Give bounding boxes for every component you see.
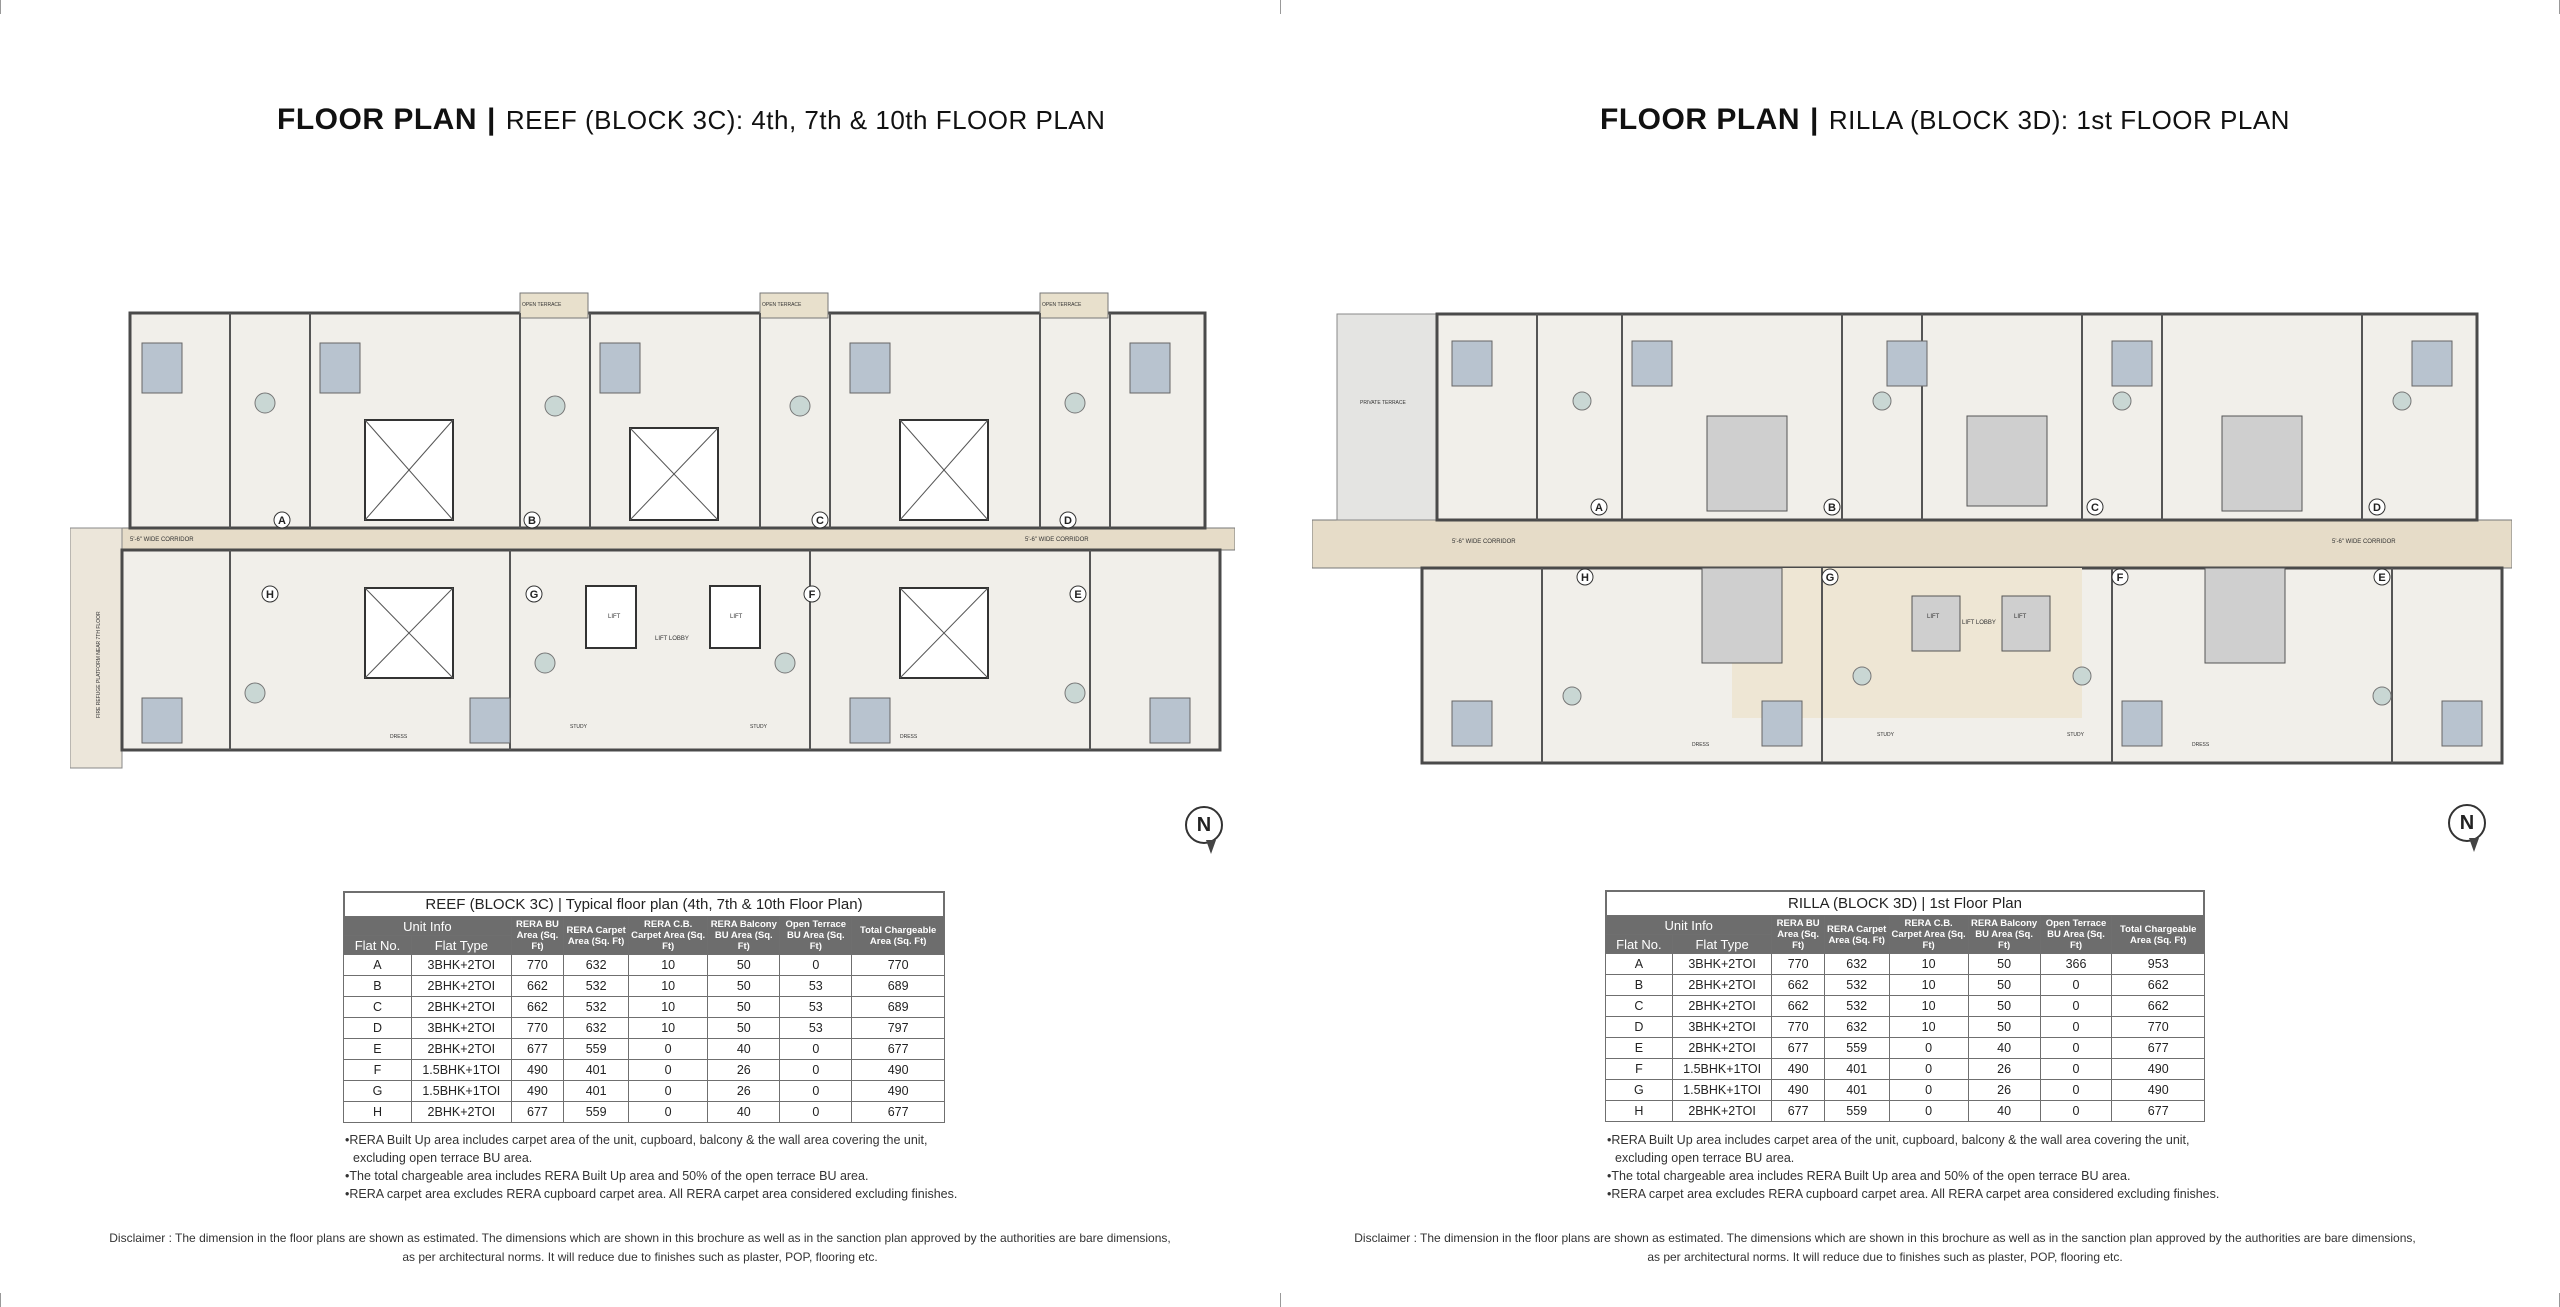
table-cell: 632 (1824, 954, 1889, 975)
unit-marker-e: E (2378, 572, 2386, 584)
study-label: STUDY (2067, 732, 2084, 738)
table-row (344, 997, 945, 1018)
table-cell: 0 (2040, 996, 2112, 1017)
unit-marker-f: F (808, 589, 816, 601)
table-cell: 26 (1968, 1080, 2040, 1101)
unit-info-header: Unit Info (344, 917, 512, 936)
column-header: Flat No. (1606, 935, 1673, 954)
table-cell: 50 (1968, 954, 2040, 975)
open-terrace-label: OPEN TERRACE (762, 302, 802, 308)
table-cell: F (1606, 1059, 1673, 1080)
dress-label: DRESS (900, 734, 918, 740)
unit-marker-e: E (1074, 589, 1082, 601)
table-row (1606, 1059, 2205, 1080)
table-cell: 53 (780, 1018, 852, 1039)
table-cell: C (1606, 996, 1673, 1017)
table-cell: 662 (511, 997, 563, 1018)
table-cell: 50 (1968, 1017, 2040, 1038)
table-cell: 401 (1824, 1059, 1889, 1080)
note-line: excluding open terrace BU area. (353, 1151, 533, 1165)
table-cell: A (1606, 954, 1673, 975)
table-row (1606, 1017, 2205, 1038)
study-label: STUDY (750, 724, 767, 730)
table-row (1606, 1038, 2205, 1059)
corridor-label: 5'-6" WIDE CORRIDOR (1025, 537, 1089, 543)
floor-plan-rilla (1312, 306, 2512, 766)
right-page (1280, 0, 2560, 1307)
unit-marker-h: H (1581, 572, 1589, 584)
unit-marker-g: G (1825, 572, 1835, 584)
table-row (1606, 1101, 2205, 1122)
table-cell: 689 (852, 997, 945, 1018)
lift-label: LIFT (608, 614, 621, 620)
table-cell: 50 (708, 976, 780, 997)
lift-lobby-label: LIFT LOBBY (1962, 620, 1996, 626)
page-title (277, 103, 1105, 137)
corridor-label: 5'-6" WIDE CORRIDOR (1452, 539, 1516, 545)
table-cell: 0 (1889, 1059, 1968, 1080)
table-cell: 662 (2112, 996, 2205, 1017)
table-cell: 3BHK+2TOI (411, 955, 511, 976)
disclaimer-line: Disclaimer : The dimension in the floor plans are shown as estimated. The dimensions which are shown in this brochure as well as in the sanction plan approved by the authorities are bare dimensions, (1354, 1231, 2416, 1245)
table-row (1606, 996, 2205, 1017)
table-cell: 677 (852, 1039, 945, 1060)
table-row (1606, 1080, 2205, 1101)
note-line: •The total chargeable area includes RERA Built Up area and 50% of the open terrace BU area. (345, 1169, 869, 1183)
table-cell: 532 (564, 997, 629, 1018)
note-line: excluding open terrace BU area. (1615, 1151, 1795, 1165)
note-line: •RERA Built Up area includes carpet area of the unit, cupboard, balcony & the wall area covering the unit, (345, 1133, 928, 1147)
table-cell: 50 (708, 955, 780, 976)
table-cell: 559 (564, 1039, 629, 1060)
table-cell: 770 (1772, 1017, 1824, 1038)
unit-marker-d: D (1064, 515, 1072, 527)
table-cell: 490 (511, 1060, 563, 1081)
study-label: STUDY (1877, 732, 1894, 738)
table-cell: 632 (564, 955, 629, 976)
table-row (344, 1102, 945, 1123)
unit-marker-a: A (278, 515, 286, 527)
table-cell: H (344, 1102, 412, 1123)
unit-marker-d: D (2373, 502, 2381, 514)
table-cell: 53 (780, 976, 852, 997)
lift-label: LIFT (2014, 614, 2027, 620)
table-cell: 797 (852, 1018, 945, 1039)
dress-label: DRESS (2192, 742, 2210, 748)
column-header: Open Terrace BU Area (Sq. Ft) (2040, 916, 2112, 954)
table-cell: 559 (1824, 1038, 1889, 1059)
table-cell: 0 (1889, 1038, 1968, 1059)
table-cell: D (1606, 1017, 1673, 1038)
column-header: RERA Carpet Area (Sq. Ft) (1824, 916, 1889, 954)
table-cell: 770 (1772, 954, 1824, 975)
table-row (1606, 954, 2205, 975)
column-header: Flat Type (411, 936, 511, 955)
table-row (1606, 975, 2205, 996)
table-cell: 401 (564, 1081, 629, 1102)
floor-plan-reef (70, 288, 1235, 796)
unit-info-header: Unit Info (1606, 916, 1772, 935)
column-header: RERA Balcony BU Area (Sq. Ft) (708, 917, 780, 955)
table-cell: B (344, 976, 412, 997)
table-row (344, 1018, 945, 1039)
disclaimer-line: as per architectural norms. It will reduce due to finishes such as plaster, POP, flooring etc. (1647, 1250, 2123, 1264)
page-title (1600, 103, 2290, 137)
title-separator: | (487, 103, 496, 136)
table-cell: 662 (2112, 975, 2205, 996)
table-cell: 10 (629, 997, 708, 1018)
dress-label: DRESS (1692, 742, 1710, 748)
title-separator: | (1810, 103, 1819, 136)
table-cell: 50 (1968, 996, 2040, 1017)
table-cell: 0 (2040, 1017, 2112, 1038)
disclaimer-line: Disclaimer : The dimension in the floor plans are shown as estimated. The dimensions which are shown in this brochure as well as in the sanction plan approved by the authorities are bare dimensions, (109, 1231, 1171, 1245)
open-terrace-label: OPEN TERRACE (1042, 302, 1082, 308)
table-cell: 532 (564, 976, 629, 997)
table-cell: 2BHK+2TOI (411, 976, 511, 997)
table-cell: 26 (1968, 1059, 2040, 1080)
note-line: •RERA Built Up area includes carpet area of the unit, cupboard, balcony & the wall area covering the unit, (1607, 1133, 2190, 1147)
unit-marker-a: A (1595, 502, 1603, 514)
title-bold: FLOOR PLAN (277, 103, 477, 136)
unit-marker-h: H (266, 589, 274, 601)
note-line: •RERA carpet area excludes RERA cupboard carpet area. All RERA carpet area considered excluding finishes. (345, 1187, 958, 1201)
unit-marker-g: G (529, 589, 539, 601)
table-cell: 50 (708, 1018, 780, 1039)
table-cell: 401 (564, 1060, 629, 1081)
table-cell: B (1606, 975, 1673, 996)
north-label: N (2459, 811, 2475, 834)
column-header: RERA C.B. Carpet Area (Sq. Ft) (1889, 916, 1968, 954)
table-cell: 2BHK+2TOI (1672, 1038, 1772, 1059)
table-cell: 0 (780, 1102, 852, 1123)
table-cell: 532 (1824, 996, 1889, 1017)
table-cell: 770 (511, 955, 563, 976)
area-table-rilla (1605, 890, 2205, 1122)
table-notes (1607, 1131, 2219, 1203)
table-cell: H (1606, 1101, 1673, 1122)
column-header: RERA BU Area (Sq. Ft) (511, 917, 563, 955)
column-header: Open Terrace BU Area (Sq. Ft) (780, 917, 852, 955)
table-cell: 490 (2112, 1059, 2205, 1080)
table-cell: 677 (1772, 1038, 1824, 1059)
table-cell: 689 (852, 976, 945, 997)
table-caption: RILLA (BLOCK 3D) | 1st Floor Plan (1605, 890, 2205, 915)
table-cell: C (344, 997, 412, 1018)
table-cell: 3BHK+2TOI (1672, 1017, 1772, 1038)
unit-marker-b: B (1828, 502, 1836, 514)
table-cell: 770 (852, 955, 945, 976)
table-cell: 53 (780, 997, 852, 1018)
table-cell: 677 (511, 1102, 563, 1123)
dress-label: DRESS (390, 734, 408, 740)
lift-lobby-label: LIFT LOBBY (655, 636, 689, 642)
table-cell: 1.5BHK+1TOI (1672, 1059, 1772, 1080)
title-bold: FLOOR PLAN (1600, 103, 1800, 136)
column-header: Flat Type (1672, 935, 1772, 954)
table-cell: 2BHK+2TOI (411, 1102, 511, 1123)
table-cell: 50 (1968, 975, 2040, 996)
column-header: RERA BU Area (Sq. Ft) (1772, 916, 1824, 954)
table-cell: 0 (2040, 1101, 2112, 1122)
table-cell: 559 (564, 1102, 629, 1123)
table-cell: 1.5BHK+1TOI (411, 1060, 511, 1081)
north-label: N (1196, 813, 1212, 836)
table-cell: 1.5BHK+1TOI (411, 1081, 511, 1102)
table-cell: 26 (708, 1081, 780, 1102)
table-row (344, 955, 945, 976)
table-cell: 10 (1889, 975, 1968, 996)
table-cell: 490 (511, 1081, 563, 1102)
table-cell: 770 (511, 1018, 563, 1039)
table-cell: E (1606, 1038, 1673, 1059)
table-cell: 677 (1772, 1101, 1824, 1122)
table-cell: 0 (629, 1102, 708, 1123)
table-cell: 662 (511, 976, 563, 997)
column-header: Total Chargeable Area (Sq. Ft) (852, 917, 945, 955)
table-cell: 40 (1968, 1101, 2040, 1122)
column-header: RERA Balcony BU Area (Sq. Ft) (1968, 916, 2040, 954)
unit-marker-c: C (816, 515, 824, 527)
table-cell: 0 (2040, 1059, 2112, 1080)
table-cell: 662 (1772, 975, 1824, 996)
table-cell: G (1606, 1080, 1673, 1101)
table-cell: 677 (2112, 1101, 2205, 1122)
table-cell: 0 (1889, 1080, 1968, 1101)
table-row (344, 1060, 945, 1081)
column-header: Flat No. (344, 936, 412, 955)
table-cell: 662 (1772, 996, 1824, 1017)
table-cell: 0 (629, 1060, 708, 1081)
corridor-label: 5'-6" WIDE CORRIDOR (2332, 539, 2396, 545)
unit-marker-b: B (528, 515, 536, 527)
table-cell: 10 (1889, 954, 1968, 975)
table-cell: 0 (629, 1081, 708, 1102)
table-cell: 0 (2040, 975, 2112, 996)
table-cell: 677 (2112, 1038, 2205, 1059)
table-cell: 2BHK+2TOI (1672, 996, 1772, 1017)
column-header: RERA Carpet Area (Sq. Ft) (564, 917, 629, 955)
table-row (344, 1081, 945, 1102)
column-header: RERA C.B. Carpet Area (Sq. Ft) (629, 917, 708, 955)
lift-label: LIFT (730, 614, 743, 620)
unit-marker-c: C (2091, 502, 2099, 514)
table-cell: 10 (1889, 1017, 1968, 1038)
note-line: •The total chargeable area includes RERA Built Up area and 50% of the open terrace BU area. (1607, 1169, 2131, 1183)
table-cell: 40 (708, 1102, 780, 1123)
table-cell: 10 (629, 1018, 708, 1039)
table-row (344, 976, 945, 997)
table-row (344, 1039, 945, 1060)
disclaimer (60, 1229, 1220, 1267)
table-cell: 2BHK+2TOI (411, 997, 511, 1018)
table-cell: 3BHK+2TOI (1672, 954, 1772, 975)
note-line: •RERA carpet area excludes RERA cupboard carpet area. All RERA carpet area considered excluding finishes. (1607, 1187, 2220, 1201)
title-subtitle: REEF (BLOCK 3C): 4th, 7th & 10th FLOOR PLAN (505, 105, 1106, 135)
table-cell: 0 (780, 955, 852, 976)
table-cell: 10 (629, 976, 708, 997)
table-cell: E (344, 1039, 412, 1060)
table-cell: 10 (1889, 996, 1968, 1017)
table-cell: 0 (780, 1081, 852, 1102)
table-cell: 50 (708, 997, 780, 1018)
disclaimer-line: as per architectural norms. It will reduce due to finishes such as plaster, POP, flooring etc. (402, 1250, 878, 1264)
unit-marker-f: F (2116, 572, 2124, 584)
area-table-reef (343, 891, 945, 1123)
table-cell: 490 (1772, 1080, 1824, 1101)
table-cell: 26 (708, 1060, 780, 1081)
table-cell: D (344, 1018, 412, 1039)
table-cell: 366 (2040, 954, 2112, 975)
table-caption: REEF (BLOCK 3C) | Typical floor plan (4th, 7th & 10th Floor Plan) (343, 891, 945, 916)
table-cell: 0 (1889, 1101, 1968, 1122)
table-cell: 3BHK+2TOI (411, 1018, 511, 1039)
table-cell: 490 (852, 1060, 945, 1081)
table-cell: G (344, 1081, 412, 1102)
table-cell: 40 (1968, 1038, 2040, 1059)
table-cell: 490 (2112, 1080, 2205, 1101)
column-header: Total Chargeable Area (Sq. Ft) (2112, 916, 2205, 954)
table-cell: 10 (629, 955, 708, 976)
table-cell: 2BHK+2TOI (1672, 1101, 1772, 1122)
disclaimer (1290, 1229, 2480, 1267)
fire-refuge-label: FIRE REFUGE PLATFORM NEAR 7TH FLOOR (96, 611, 102, 718)
lift-label: LIFT (1927, 614, 1940, 620)
table-cell: F (344, 1060, 412, 1081)
north-arrow-tail-icon (2469, 838, 2479, 852)
title-subtitle: RILLA (BLOCK 3D): 1st FLOOR PLAN (1828, 105, 2290, 135)
table-cell: 559 (1824, 1101, 1889, 1122)
table-cell: 0 (2040, 1080, 2112, 1101)
table-cell: 0 (780, 1039, 852, 1060)
table-cell: 1.5BHK+1TOI (1672, 1080, 1772, 1101)
table-cell: 0 (780, 1060, 852, 1081)
table-cell: 490 (852, 1081, 945, 1102)
table-cell: 0 (2040, 1038, 2112, 1059)
table-cell: 632 (1824, 1017, 1889, 1038)
private-terrace-label: PRIVATE TERRACE (1360, 400, 1406, 406)
table-cell: A (344, 955, 412, 976)
table-cell: 677 (852, 1102, 945, 1123)
open-terrace-label: OPEN TERRACE (522, 302, 562, 308)
table-cell: 677 (511, 1039, 563, 1060)
corridor-label: 5'-6" WIDE CORRIDOR (130, 537, 194, 543)
table-cell: 953 (2112, 954, 2205, 975)
table-cell: 2BHK+2TOI (1672, 975, 1772, 996)
table-notes (345, 1131, 957, 1203)
table-cell: 770 (2112, 1017, 2205, 1038)
table-cell: 532 (1824, 975, 1889, 996)
north-arrow-icon (1185, 806, 1223, 844)
table-cell: 40 (708, 1039, 780, 1060)
table-cell: 490 (1772, 1059, 1824, 1080)
table-cell: 632 (564, 1018, 629, 1039)
table-cell: 2BHK+2TOI (411, 1039, 511, 1060)
table-cell: 401 (1824, 1080, 1889, 1101)
table-cell: 0 (629, 1039, 708, 1060)
north-arrow-tail-icon (1206, 840, 1216, 854)
north-arrow-icon (2448, 804, 2486, 842)
study-label: STUDY (570, 724, 587, 730)
